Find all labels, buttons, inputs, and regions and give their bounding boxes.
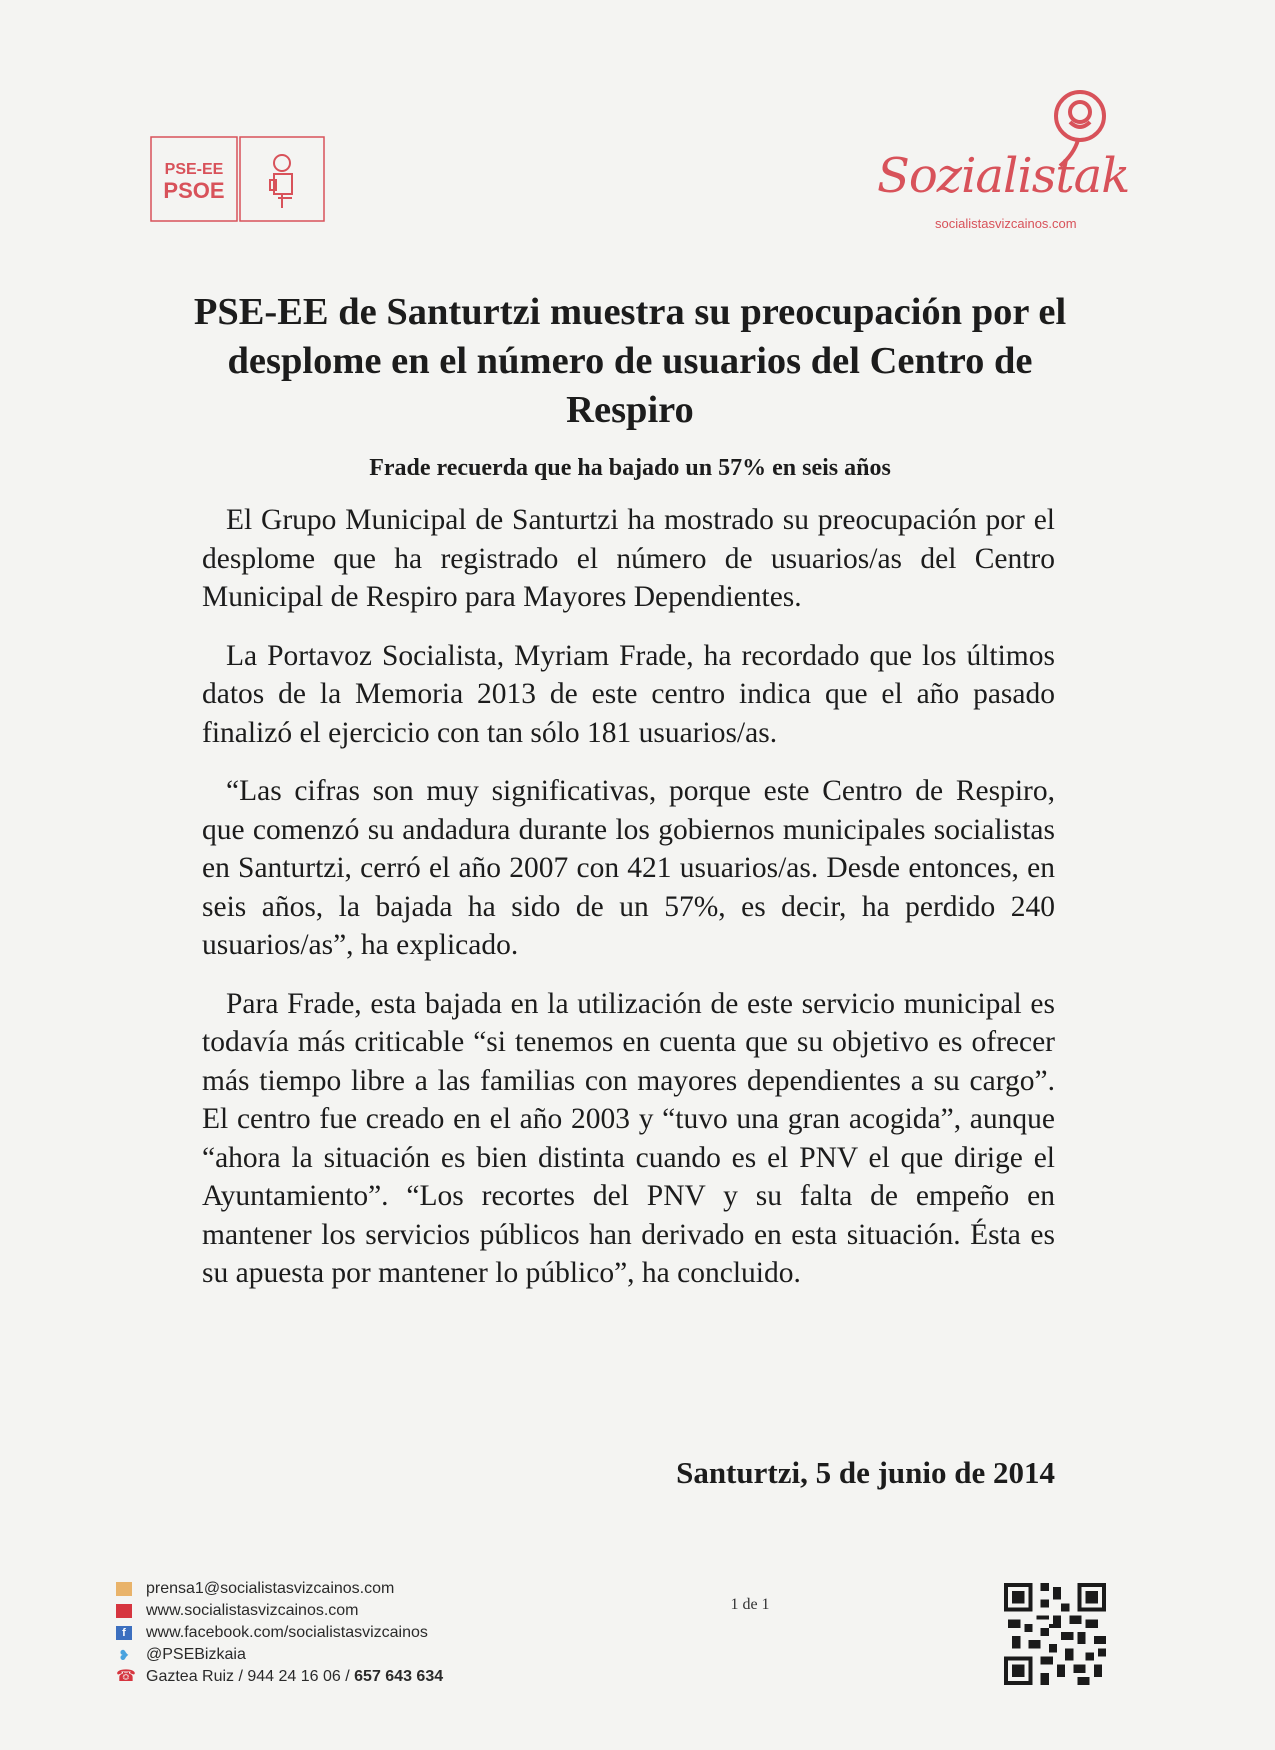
psoe-logo: [150, 136, 325, 222]
contact-twitter-row: [116, 1644, 443, 1666]
twitter-icon: ❥: [118, 1647, 130, 1663]
contact-twitter[interactable]: @PSEBizkaia: [146, 1646, 246, 1663]
contact-email-row: [116, 1578, 443, 1600]
footer-contacts: [116, 1578, 443, 1688]
contact-facebook[interactable]: www.facebook.com/socialistasvizcainos: [146, 1624, 428, 1641]
page-subtitle: Frade recuerda que ha bajado un 57% en seis años: [369, 455, 891, 481]
page-number: 1 de 1: [730, 1596, 770, 1613]
contact-phone-row: [116, 1666, 443, 1688]
paragraph-4: Para Frade, esta bajada en la utilización de este servicio municipal es todavía más criticable “si tenemos en cuenta que su objetivo es ofrecer más tiempo libre a las familias con mayores dependientes a su cargo”. El centro fue creado en el año 2003 y “tuvo una gran acogida”, aunque “ahora la situación es bien distinta cuando es el PNV el que dirige el Ayuntamiento”. “Los recortes del PNV y su falta de empeño en mantener los servicios públicos han derivado en esta situación. Ésta es su apuesta por mantener lo público”, ha concluido.: [202, 987, 1055, 1289]
fist-rose-icon: [270, 155, 292, 208]
sozialistak-wordmark: Sozialistak: [877, 148, 1130, 204]
envelope-icon: [116, 1582, 132, 1596]
sozialistak-domain: socialistasvizcainos.com: [935, 216, 1077, 231]
paragraph-3: “Las cifras son muy significativas, porque este Centro de Respiro, que comenzó su andadura durante los gobiernos municipales socialistas en Santurtzi, cerró el año 2007 con 421 usuarios/as. Desde entonces, en seis años, la bajada ha sido de un 57%, es decir, ha perdido 240 usuarios/as”, ha explicado.: [202, 775, 1055, 961]
paragraph-1: El Grupo Municipal de Santurtzi ha mostrado su preocupación por el desplome que ha registrado el número de usuarios/as del Centro Municipal de Respiro para Mayores Dependientes.: [202, 504, 1055, 613]
contact-website-row: [116, 1600, 443, 1622]
contact-phone: [146, 1668, 443, 1686]
contact-email[interactable]: prensa1@socialistasvizcainos.com: [146, 1580, 395, 1597]
paragraph-2: La Portavoz Socialista, Myriam Frade, ha recordado que los últimos datos de la Memoria 2013 de este centro indica que el año pasado finalizó el ejercicio con tan sólo 181 usuarios/as.: [202, 639, 1055, 749]
contact-website[interactable]: www.socialistasvizcainos.com: [146, 1602, 359, 1619]
contact-facebook-row: [116, 1622, 443, 1644]
article-body: [202, 501, 1055, 1293]
contact-phone-mobile: 657 643 634: [354, 1668, 444, 1685]
qr-code-icon: [1004, 1583, 1106, 1685]
dateline: Santurtzi, 5 de junio de 2014: [676, 1455, 1055, 1490]
web-icon: [116, 1604, 132, 1618]
psoe-logo-line1: PSE-EE: [164, 161, 224, 178]
facebook-icon: f: [116, 1626, 132, 1640]
contact-phone-landline: Gaztea Ruiz / 944 24 16 06 /: [146, 1668, 355, 1685]
sozialistak-logo: [875, 88, 1130, 238]
page-title: PSE-EE de Santurtzi muestra su preocupación por el desplome en el número de usuarios del Centro de Respiro: [193, 291, 1067, 431]
psoe-logo-line2: PSOE: [163, 178, 225, 203]
phone-icon: ☎: [116, 1668, 136, 1685]
